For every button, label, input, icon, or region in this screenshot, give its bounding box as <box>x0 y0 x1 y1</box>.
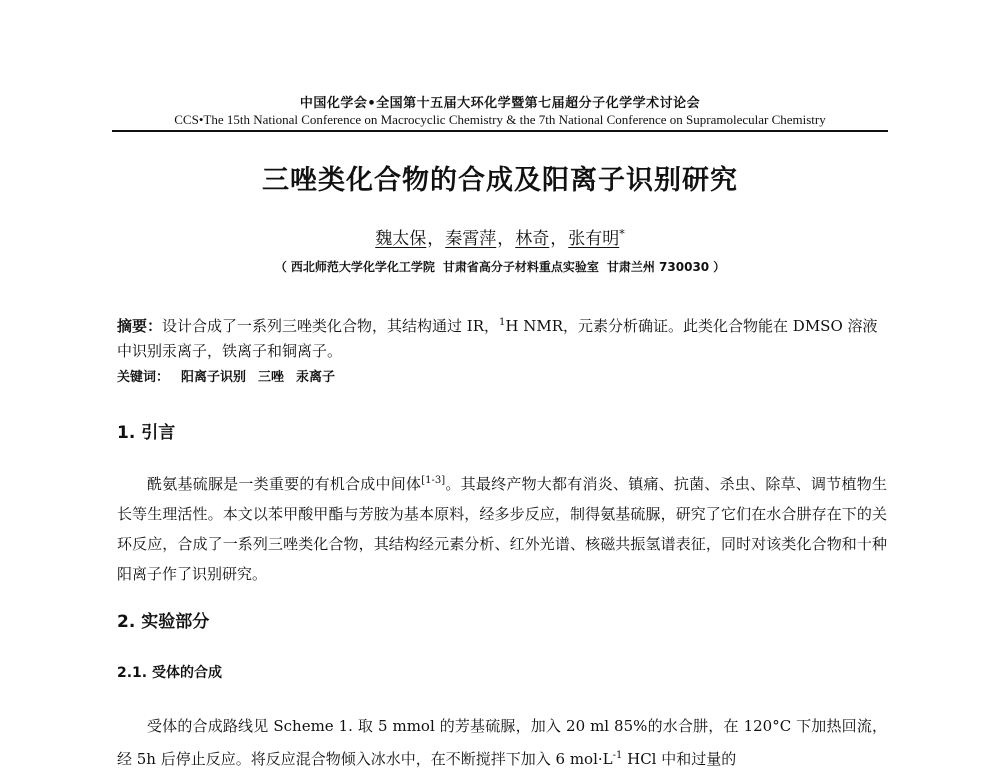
author-name: 秦霄萍 <box>445 229 497 249</box>
affiliation <box>0 258 1000 275</box>
citation: [1-3] <box>421 475 446 486</box>
author-name: 张有明 <box>568 229 620 249</box>
author-list <box>0 224 1000 249</box>
affiliation-open-paren: （ <box>274 260 287 274</box>
affiliation-close-paren: ） <box>713 260 726 274</box>
author-name: 魏太保 <box>375 229 427 249</box>
corresponding-author-mark: * <box>619 227 625 241</box>
paragraph-text: 受体的合成路线见 Scheme 1. 取 5 mmol 的芳基硫脲，加入 20 ml 85%的水合肼，在 120°C 下加热回流，经 5h 后停止反应。将反应混合物倾入冰水中，在不断搅拌下加入 6 mol·L <box>117 717 887 768</box>
affiliation-part: 西北师范大学化学化工学院 <box>290 260 435 274</box>
abstract-superscript: 1 <box>499 317 506 328</box>
author-separator: ， <box>550 229 568 249</box>
section-heading-experimental: 2. 实验部分 <box>117 612 210 632</box>
affiliation-part: 甘肃兰州 730030 <box>606 260 710 274</box>
keyword: 阳离子识别 <box>181 370 247 385</box>
section-heading-introduction: 1. 引言 <box>117 423 176 443</box>
keywords-label: 关键词： <box>117 370 170 385</box>
unit-superscript: -1 <box>612 750 623 761</box>
introduction-paragraph <box>117 466 887 589</box>
keywords <box>117 366 335 385</box>
paper-title: 三唑类化合物的合成及阳离子识别研究 <box>262 165 738 196</box>
conference-header-en: CCS•The 15th National Conference on Macrocyclic Chemistry & the 7th National Conference on Supramolecular Chemistry <box>112 112 888 132</box>
abstract-text: 设计合成了一系列三唑类化合物，其结构通过 IR， <box>162 317 500 335</box>
affiliation-part: 甘肃省高分子材料重点实验室 <box>442 260 599 274</box>
abstract-label: 摘要： <box>117 317 163 335</box>
keyword: 三唑 <box>258 370 285 385</box>
abstract-text: H NMR，元素分析确证。此类化合物能在 DMSO 溶液中识别汞离子，铁离子和铜离子。 <box>117 317 878 360</box>
paragraph-text: HCl 中和过量的 <box>622 750 737 768</box>
author-separator: ， <box>497 229 515 249</box>
conference-header-cn: 中国化学会•全国第十五届大环化学暨第七届超分子化学学术讨论会 <box>299 96 701 111</box>
paragraph-text: 。其最终产物大都有消炎、镇痛、抗菌、杀虫、除草、调节植物生长等生理活性。本文以苯甲酸甲酯与芳胺为基本原料，经多步反应，制得氨基硫脲，研究了它们在水合肼存在下的关环反应，合成了一系列三唑类化合物，其结构经元素分析、红外光谱、核磁共振氢谱表征，同时对该类化合物和十种阳离子作了识别研究。 <box>117 475 887 583</box>
paragraph-text: 酰氨基硫脲是一类重要的有机合成中间体 <box>147 475 422 493</box>
author-name: 林奇 <box>515 229 550 249</box>
experimental-paragraph <box>117 711 887 774</box>
abstract <box>117 310 887 364</box>
author-separator: ， <box>427 229 445 249</box>
keyword: 汞离子 <box>296 370 336 385</box>
subsection-heading-receptor-synthesis: 2.1. 受体的合成 <box>117 665 222 681</box>
